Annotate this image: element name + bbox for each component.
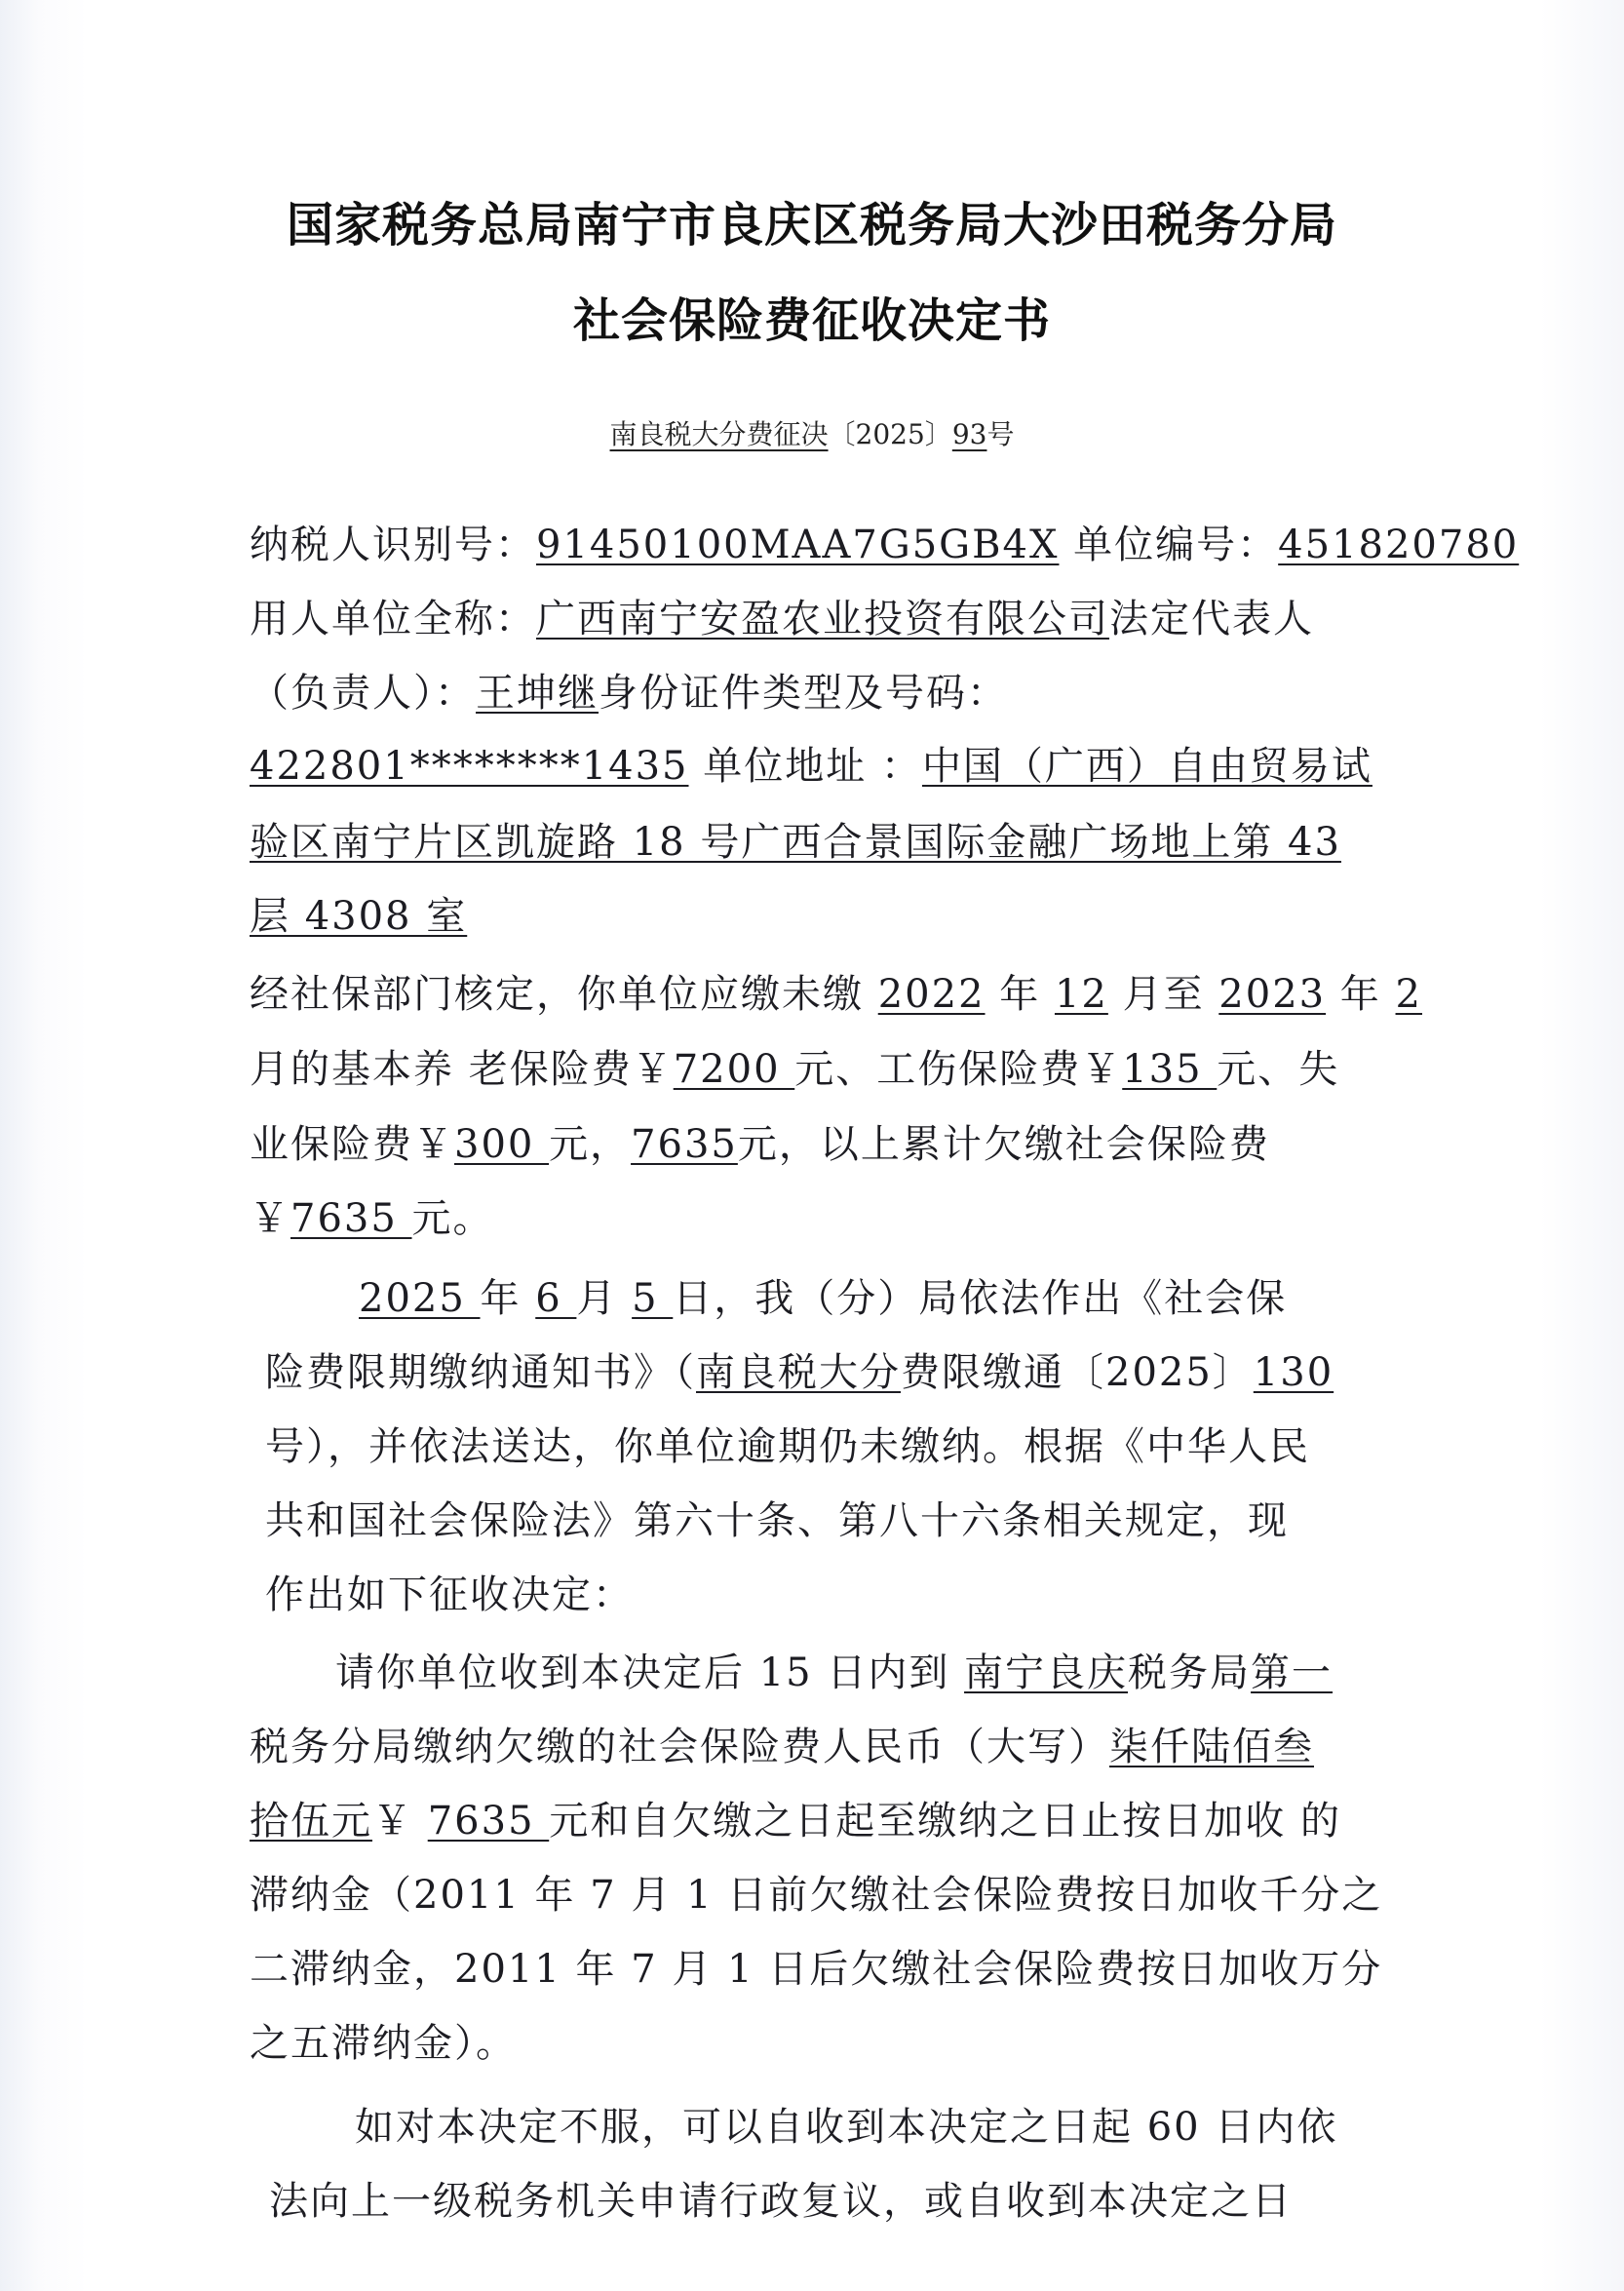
para1-text: 元。 [411, 1196, 494, 1241]
address-label: 单位地址 ： [688, 744, 922, 789]
taxpayer-line-6 [250, 887, 467, 946]
para3-text: ￥ [372, 1799, 428, 1844]
para1-text: ￥ [250, 1196, 290, 1241]
para2-text: 日，我（分）局依法作出《社会保 [673, 1276, 1288, 1321]
para4-line-2: 法向上一级税务机关申请行政复议，或自收到本决定之日 [269, 2179, 1293, 2224]
end-year: 2023 [1218, 972, 1327, 1017]
para1-line-3 [250, 1115, 1270, 1174]
para1-line-1 [250, 965, 1422, 1024]
id-number-value: 422801********1435 [250, 744, 689, 789]
notice-year: 2025 [359, 1276, 481, 1321]
para2-text: 年 [480, 1276, 536, 1321]
para3-text: 元和自欠缴之日起至缴纳之日止按日加收 的 [549, 1799, 1341, 1844]
para1-line-2 [250, 1040, 1339, 1099]
amount-chinese-2: 拾伍元 [250, 1799, 372, 1844]
pension-amount: 7200 [673, 1047, 795, 1092]
total-amount: 7635 [290, 1196, 412, 1241]
taxpayer-line-1 [250, 516, 1519, 574]
payment-bureau: 南宁良庆 [964, 1650, 1129, 1695]
para3-text: 税务分局缴纳欠缴的社会保险费人民币（大写） [250, 1725, 1109, 1769]
document-number [0, 413, 1624, 452]
para3-line-5: 二滞纳金，2011 年 7 月 1 日后欠缴社会保险费按日加收万分 [250, 1947, 1383, 1992]
doc-number-suffix: 号 [986, 418, 1015, 450]
end-month: 2 [1395, 972, 1422, 1017]
title-line-1: 国家税务总局南宁市良庆区税务局大沙田税务分局 [286, 198, 1337, 252]
amount-chinese-1: 柒仟陆佰叁 [1109, 1725, 1314, 1769]
employer-name-label: 用人单位全称： [250, 597, 536, 641]
para1-line-4 [250, 1189, 494, 1248]
doc-number-num: 93 [951, 418, 987, 450]
notice-number: 130 [1253, 1350, 1334, 1395]
notice-office: 南良税大分 [696, 1350, 901, 1395]
taxpayer-id-label: 纳税人识别号： [250, 523, 536, 567]
para3-line-6: 之五滞纳金）。 [250, 2021, 517, 2066]
injury-amount: 135 [1122, 1047, 1218, 1092]
notice-day: 5 [632, 1276, 674, 1321]
address-part-2: 验区南宁片区凯旋路 18 号广西合景国际金融广场地上第 43 [250, 820, 1341, 865]
para2-line-1 [359, 1269, 1287, 1328]
address-part-3: 层 4308 室 [250, 894, 468, 939]
address-part-1: 中国（广西）自由贸易试 [921, 744, 1373, 789]
taxpayer-line-5 [250, 813, 1341, 872]
employer-name-value: 广西南宁安盈农业投资有限公司 [536, 597, 1109, 641]
legal-rep-value: 王坤继 [476, 671, 599, 716]
amount-numeric: 7635 [427, 1799, 550, 1844]
taxpayer-line-2 [250, 590, 1314, 648]
payment-branch: 第一 [1251, 1650, 1334, 1695]
para1-text: 年 [1326, 972, 1396, 1017]
unit-number-value: 451820780 [1278, 523, 1520, 567]
para1-text: 业保险费￥ [250, 1122, 454, 1167]
para1-text: 元，以上累计欠缴社会保险费 [737, 1122, 1270, 1167]
sum-amount: 7635 [631, 1122, 738, 1167]
para2-text: 险费限期缴纳通知书》（ [265, 1350, 696, 1395]
para1-text: 经社保部门核定，你单位应缴未缴 [250, 972, 878, 1017]
para2-line-5: 作出如下征收决定： [265, 1573, 634, 1617]
para1-text: 年 [985, 972, 1055, 1017]
legal-rep-label-2: （负责人）： [250, 671, 476, 716]
para2-line-2 [265, 1343, 1334, 1402]
para2-text: 月 [576, 1276, 633, 1321]
para3-line-4: 滞纳金（2011 年 7 月 1 日前欠缴社会保险费按日加收千分之 [250, 1873, 1383, 1918]
para3-text: 请你单位收到本决定后 15 日内到 [335, 1650, 965, 1695]
para1-text: 月至 [1107, 972, 1219, 1017]
para1-text: 元、工伤保险费￥ [794, 1047, 1123, 1092]
para1-text: 月的基本养 老保险费￥ [250, 1047, 674, 1092]
id-type-label: 身份证件类型及号码： [599, 671, 1008, 716]
para3-line-3 [250, 1792, 1341, 1850]
para1-text: 元、失 [1217, 1047, 1340, 1092]
para3-line-2 [250, 1718, 1314, 1776]
taxpayer-line-4 [250, 737, 1373, 796]
taxpayer-id-value: 91450100MAA7G5GB4X [536, 523, 1060, 567]
unit-number-label: 单位编号： [1059, 523, 1279, 567]
unemployment-amount: 300 [454, 1122, 550, 1167]
para2-line-3: 号），并依法送达，你单位逾期仍未缴纳。根据《中华人民 [265, 1424, 1310, 1469]
para2-text: 费限缴通〔2025〕 [901, 1350, 1254, 1395]
para1-text: 元， [549, 1122, 632, 1167]
notice-month: 6 [535, 1276, 577, 1321]
start-month: 12 [1054, 972, 1108, 1017]
title-line-2: 社会保险费征收决定书 [572, 293, 1051, 348]
doc-number-prefix: 南良税大分费征决 [609, 418, 829, 450]
para3-line-1 [335, 1644, 1333, 1702]
para3-text: 税务局 [1128, 1650, 1252, 1695]
doc-number-year: 〔2025〕 [828, 418, 952, 450]
para2-line-4: 共和国社会保险法》第六十条、第八十六条相关规定，现 [265, 1498, 1289, 1543]
start-year: 2022 [877, 972, 986, 1017]
para4-line-1: 如对本决定不服，可以自收到本决定之日起 60 日内依 [355, 2105, 1338, 2150]
legal-rep-label: 法定代表人 [1109, 597, 1314, 641]
taxpayer-line-3 [250, 664, 1008, 722]
